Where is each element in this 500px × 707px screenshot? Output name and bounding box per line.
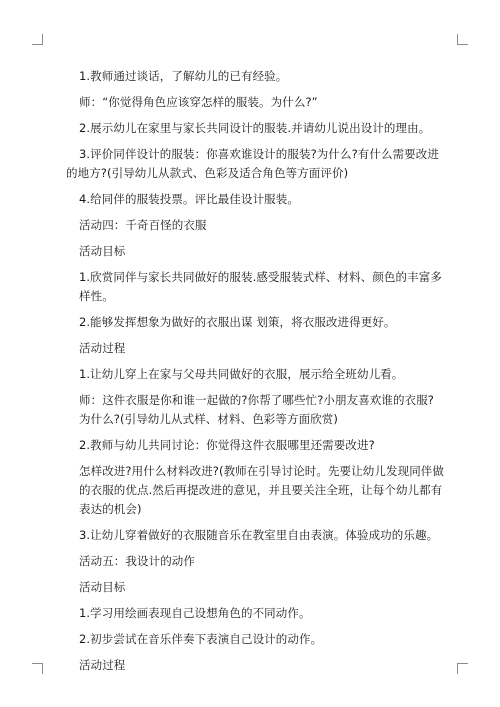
paragraph: 1.教师通过谈话，了解幼儿的已有经验。 — [79, 69, 288, 83]
paragraph: 怎样改进?用什么材料改进?(教师在引导讨论时。先要让幼儿发现同伴做的衣服的优点.然后再提改进的意见，并且要关注全班，让每个幼儿都有表达的机会) — [79, 464, 444, 516]
paragraph: 2.展示幼儿在家里与家长共同设计的服装.并请幼儿说出设计的理由。 — [79, 121, 431, 135]
subheading: 活动过程 — [79, 658, 126, 672]
subheading: 活动过程 — [79, 341, 126, 355]
section-heading: 活动五：我设计的动作 — [79, 554, 195, 568]
crop-mark-bottom-left — [32, 663, 43, 674]
subheading: 活动目标 — [79, 580, 126, 594]
crop-mark-top-right — [457, 34, 468, 45]
paragraph: 2.能够发挥想象为做好的衣服出谋 划策，将衣服改进得更好。 — [79, 315, 396, 329]
paragraph: 2.初步尝试在音乐伴奏下表演自己设计的动作。 — [79, 632, 323, 646]
paragraph: 4.给同伴的服装投票。评比最佳设计服装。 — [79, 192, 299, 206]
paragraph: 师：这件衣服是你和谁一起做的?你帮了哪些忙?小朋友喜欢谁的衣服?为什么?(引导幼儿从式样、材料、色彩等方面欣赏) — [79, 393, 435, 426]
subheading: 活动目标 — [79, 244, 126, 258]
paragraph: 3.评价同伴设计的服装：你喜欢谁设计的服装?为什么?有什么需要改进的地方?(引导幼儿从款式、色彩及适合角色等方面评价) — [66, 147, 439, 180]
paragraph: 1.让幼儿穿上在家与父母共同做好的衣服，展示给全班幼儿看。 — [79, 367, 404, 381]
paragraph: 2.教师与幼儿共同讨论：你觉得这件衣服哪里还需要改进? — [79, 438, 375, 452]
paragraph: 1.学习用绘画表现自己设想角色的不同动作。 — [79, 606, 311, 620]
paragraph: 1.欣赏同伴与家长共同做好的服装.感受服装式样、材料、颜色的丰富多样性。 — [79, 270, 442, 303]
crop-mark-bottom-right — [457, 663, 468, 674]
paragraph: 师：“你觉得角色应该穿怎样的服装。为什么?” — [79, 95, 318, 109]
section-heading: 活动四：千奇百怪的衣服 — [79, 218, 207, 232]
paragraph: 3.让幼儿穿着做好的衣服随音乐在教室里自由表演。体验成功的乐趣。 — [79, 528, 439, 542]
crop-mark-top-left — [32, 34, 43, 45]
document-body — [66, 67, 444, 682]
